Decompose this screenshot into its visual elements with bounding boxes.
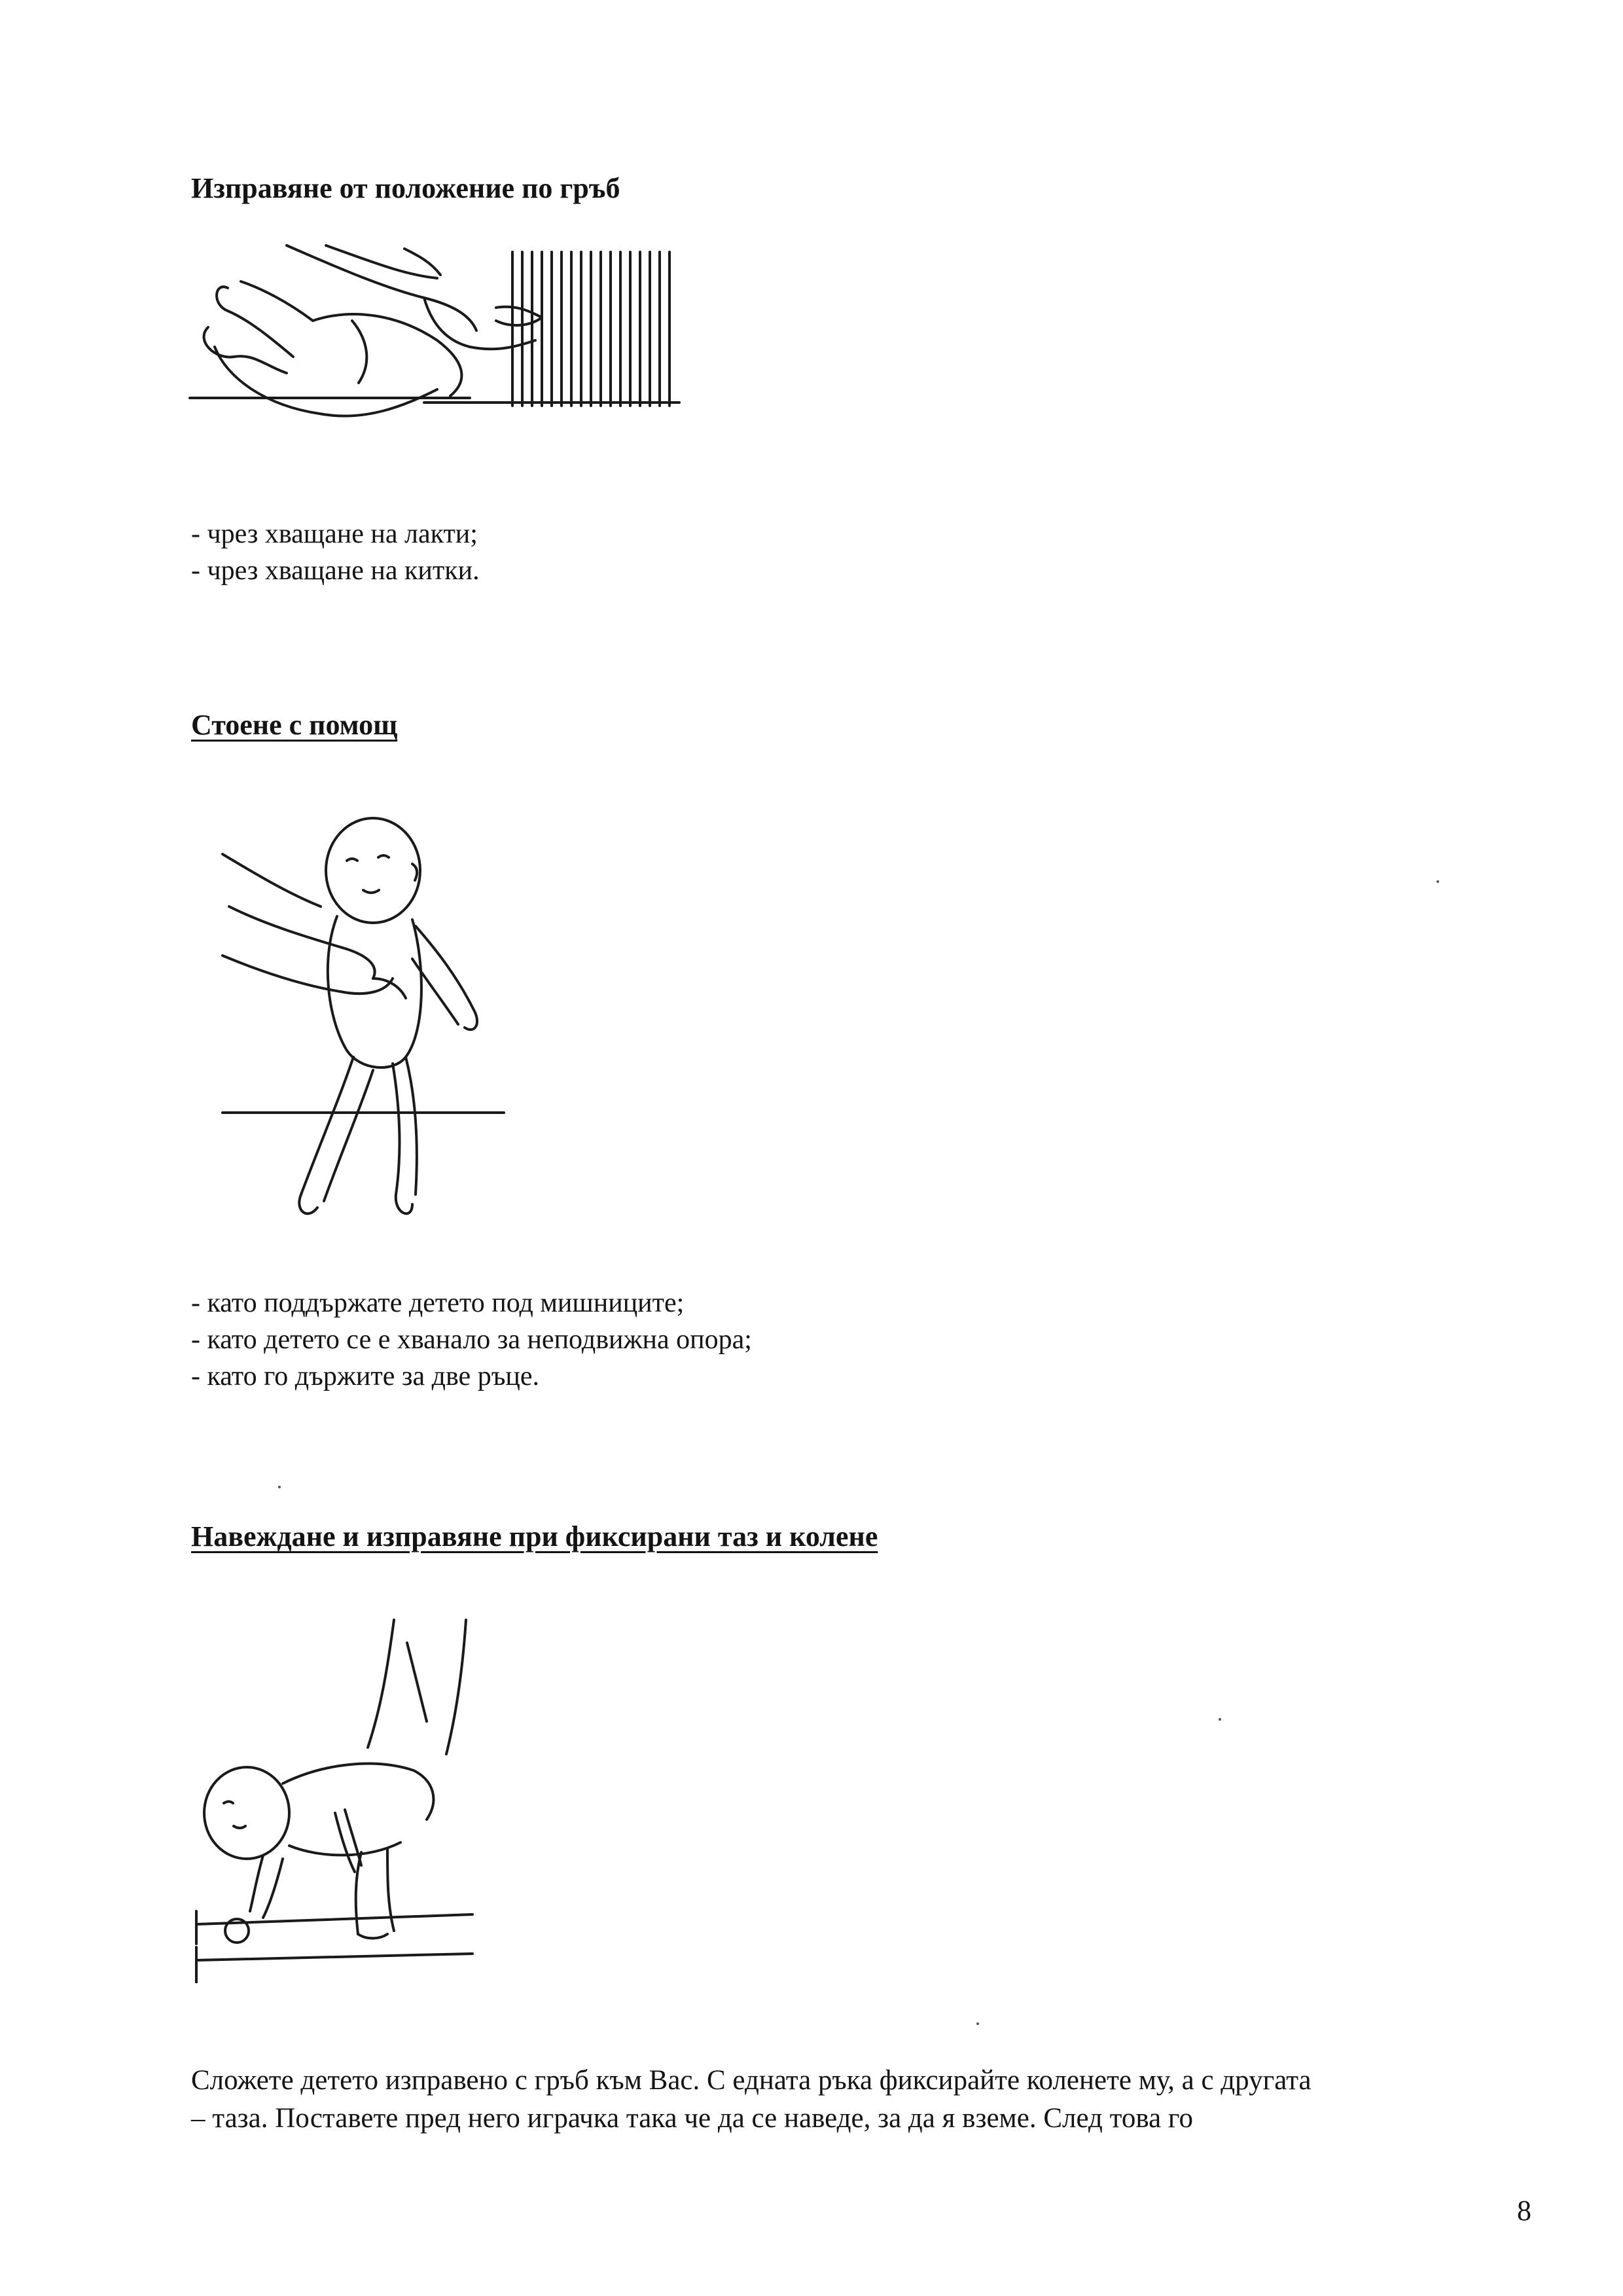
list-item: - чрез хващане на китки. — [191, 556, 480, 586]
section-3-heading: Навеждане и изправяне при фиксирани таз и колене — [191, 1520, 878, 1552]
section-1-list — [191, 516, 480, 589]
list-item: - чрез хващане на лакти; — [191, 519, 478, 549]
section-3-paragraph — [191, 2062, 1552, 2138]
illustration-bending-with-fixed-pelvis — [191, 1617, 479, 1983]
illustration-supported-standing — [216, 802, 517, 1240]
scan-speck — [976, 2022, 979, 2025]
illustration-lying-on-back — [188, 242, 699, 465]
list-item: - като го държите за две ръце. — [191, 1361, 540, 1391]
section-2-heading: Стоене с помощ — [191, 709, 398, 741]
scan-speck — [1436, 880, 1439, 883]
scan-speck — [1219, 1718, 1221, 1721]
section-1-heading: Изправяне от положение по гръб — [191, 172, 620, 204]
page-number: 8 — [1517, 2195, 1531, 2227]
paragraph-line: – таза. Поставете пред него играчка така че да се наведе, за да я вземе. След това го — [191, 2103, 1193, 2134]
section-2-list — [191, 1285, 752, 1395]
list-item: - като детето се е хванало за неподвижна опора; — [191, 1325, 752, 1355]
list-item: - като поддържате детето под мишниците; — [191, 1288, 685, 1318]
paragraph-line: Сложете детето изправено с гръб към Вас. С едната ръка фиксирайте коленете му, а с другата — [191, 2065, 1311, 2096]
scan-speck — [278, 1486, 281, 1488]
